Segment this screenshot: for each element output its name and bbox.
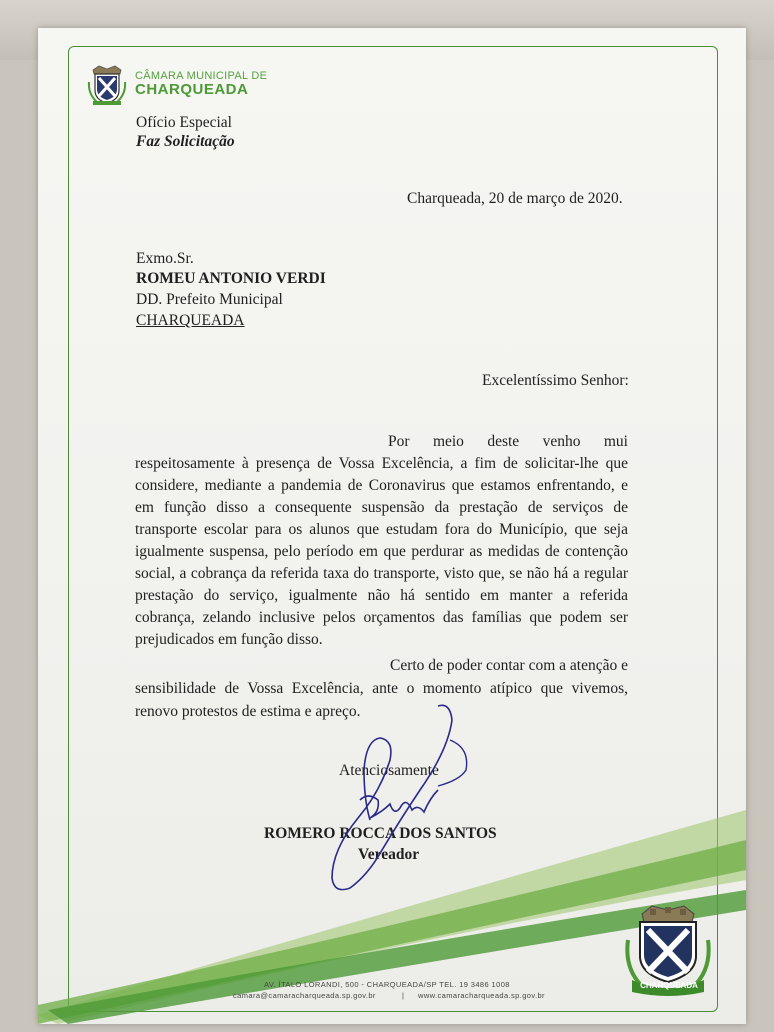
coat-of-arms-icon [87, 62, 127, 106]
footer-website: www.camaracharqueada.sp.gov.br [418, 991, 545, 1000]
header-city-name: CHARQUEADA [135, 81, 249, 98]
signer-name: ROMERO ROCCA DOS SANTOS [264, 825, 497, 842]
document-date: Charqueada, 20 de março de 2020. [407, 190, 623, 207]
paragraph-line: prestação do serviço, igualmente não há sentido em manter a referida [135, 587, 628, 604]
footer-separator: | [402, 991, 405, 1000]
footer-address: AV. ÍTALO LORANDI, 500 - CHARQUEADA/SP TEL. 19 3486 1008 [264, 980, 510, 989]
greeting: Excelentíssimo Senhor: [482, 372, 629, 389]
header-institution-line: CÂMARA MUNICIPAL DE [135, 70, 268, 82]
paragraph-line: igualmente suspensa, pelo período em que perdurar as medidas de contenção [135, 543, 628, 560]
footer-email: camara@camaracharqueada.sp.gov.br [233, 991, 376, 1000]
document-type: Ofício Especial [136, 114, 232, 131]
addressee-city: CHARQUEADA [136, 312, 245, 329]
paragraph-line: em função disso a consequente suspensão da prestação de serviços de [135, 499, 628, 516]
seal-label: CHARQUEADA [640, 981, 698, 990]
addressee-role: DD. Prefeito Municipal [136, 291, 283, 308]
paragraph-line: prejudicados em função disso. [135, 631, 323, 648]
document-subject: Faz Solicitação [136, 133, 235, 150]
paragraph-line: respeitosamente à presença de Vossa Excelência, a fim de solicitar-lhe que [135, 455, 628, 472]
paragraph-line: Certo de poder contar com a atenção e [390, 657, 628, 674]
addressee-name: ROMEU ANTONIO VERDI [136, 270, 326, 287]
paragraph-line: considere, mediante a pandemia de Coronavirus que estamos enfrentando, e [135, 477, 628, 494]
paragraph-line: cobrança, zelando inclusive pelos orçamentos das famílias que podem ser [135, 609, 628, 626]
paragraph-line: sensibilidade de Vossa Excelência, ante o momento atípico que vivemos, [135, 680, 628, 697]
paragraph-line: renovo protestos de estima e apreço. [135, 703, 361, 720]
paragraph-line: social, a cobrança da referida taxa do transporte, visto que, se não há a regular [135, 565, 628, 582]
handwritten-signature [320, 700, 490, 895]
addressee-salutation: Exmo.Sr. [136, 250, 194, 267]
signer-title: Vereador [358, 846, 420, 863]
closing: Atenciosamente [339, 762, 439, 779]
paragraph-line: Por meio deste venho mui [388, 433, 628, 450]
paragraph-line: transporte escolar para os alunos que estudam fora do Município, que seja [135, 521, 628, 538]
